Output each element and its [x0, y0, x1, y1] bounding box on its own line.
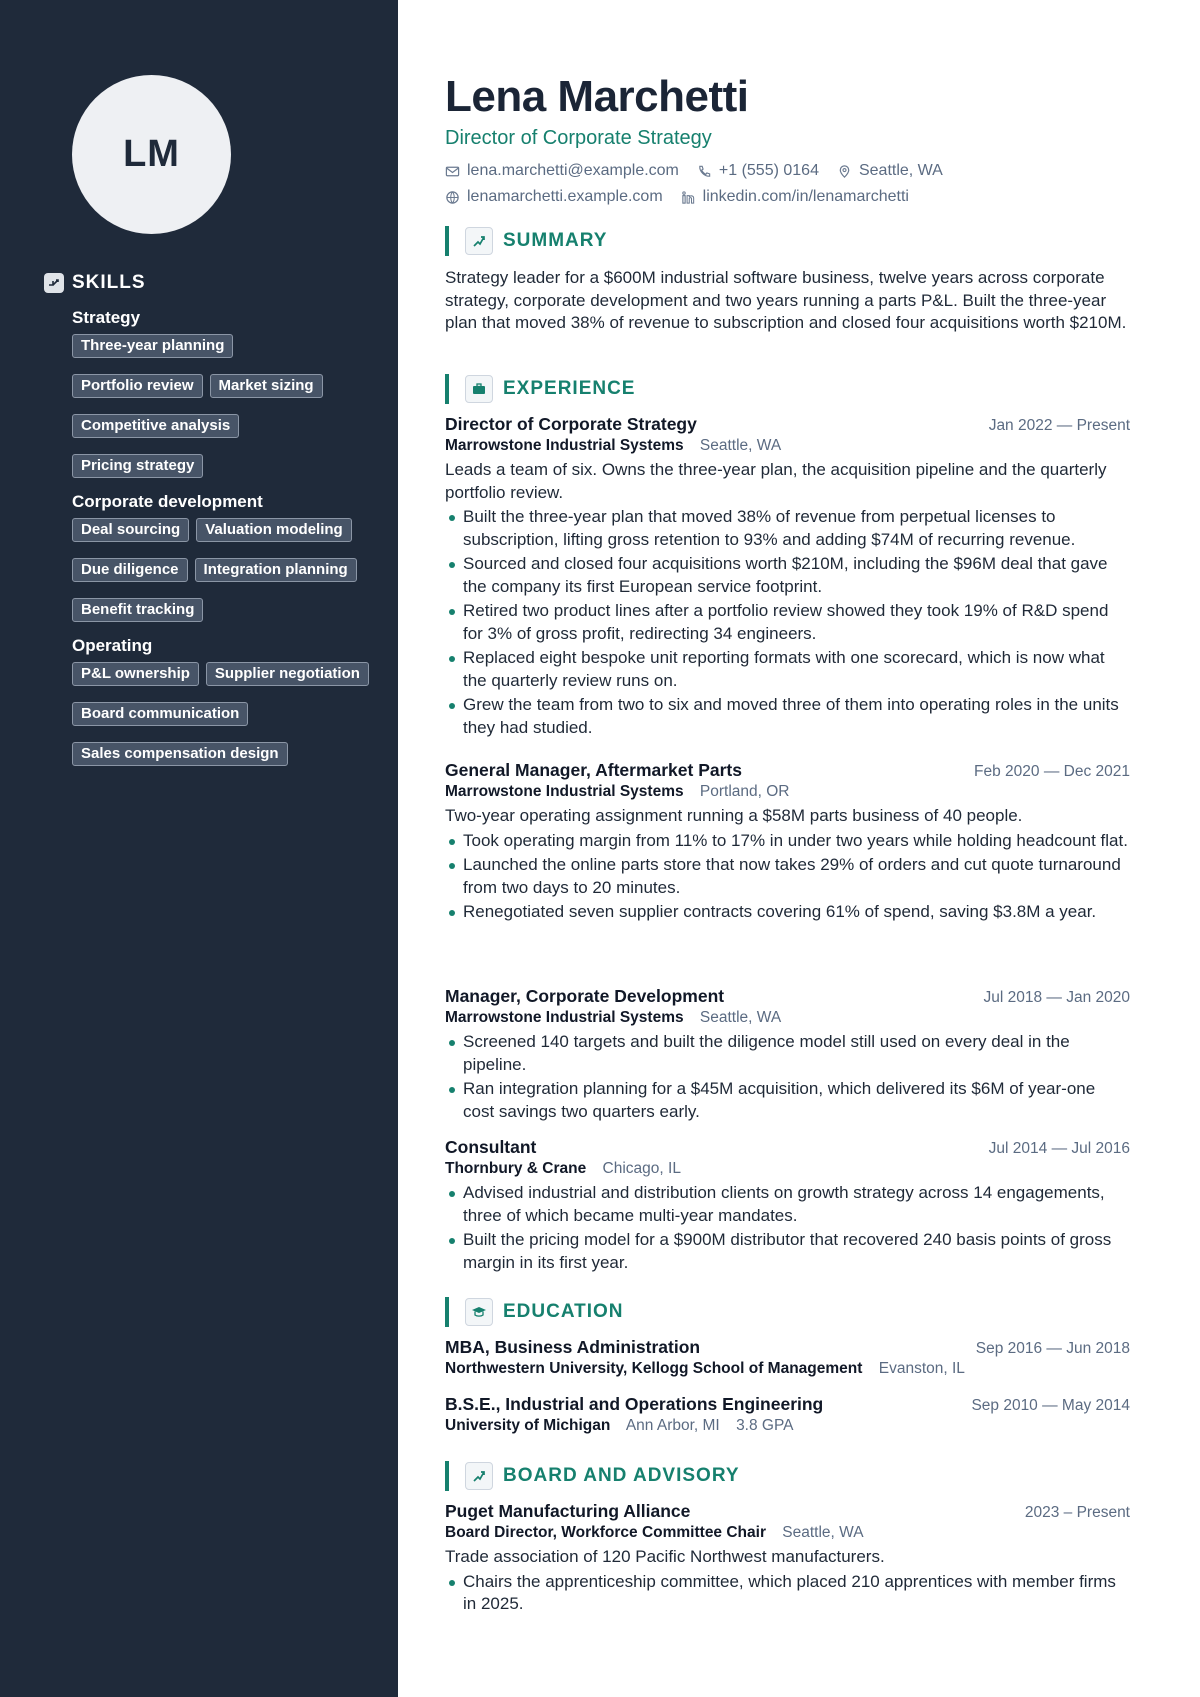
- summary-heading: [445, 226, 607, 256]
- section-accent-bar: [445, 226, 449, 256]
- education-heading: [445, 1297, 624, 1327]
- skills-heading: [44, 272, 146, 294]
- skill-group-title: Operating: [72, 636, 153, 655]
- contact-row-2: [445, 188, 921, 206]
- contact-website[interactable]: [445, 188, 663, 206]
- education-entry: [445, 1394, 1130, 1439]
- phone-text: +1 (555) 0164: [718, 162, 819, 179]
- board-title: BOARD AND ADVISORY: [503, 1465, 740, 1486]
- bullet-item: Grew the team from two to six and moved three of them into operating roles in the units they had studied.: [445, 694, 1130, 739]
- mail-icon: [445, 164, 460, 179]
- degree-title: B.S.E., Industrial and Operations Engineering: [445, 1394, 824, 1414]
- job-entry: [445, 760, 1130, 926]
- skill-tags: [72, 518, 382, 622]
- job-title: General Manager, Aftermarket Parts: [445, 760, 742, 780]
- school-name: Northwestern University, Kellogg School of Management: [445, 1360, 863, 1377]
- summary-block: [445, 267, 1130, 335]
- skill-tag: Integration planning: [195, 558, 357, 582]
- contact-location: [837, 162, 943, 180]
- skill-tag: P&L ownership: [72, 662, 199, 686]
- skills-title: SKILLS: [72, 272, 146, 293]
- website-text: lenamarchetti.example.com: [467, 188, 663, 205]
- skill-tags: [72, 662, 382, 766]
- section-accent-bar: [445, 374, 449, 404]
- skill-groups: [72, 308, 382, 780]
- contact-row-1: [445, 162, 955, 180]
- skill-tag: Valuation modeling: [196, 518, 352, 542]
- board-icon: [465, 1462, 493, 1490]
- experience-title: EXPERIENCE: [503, 378, 636, 399]
- job-date: Feb 2020 — Dec 2021: [974, 763, 1130, 780]
- location-text: Seattle, WA: [858, 162, 943, 179]
- board-date: 2023 – Present: [1024, 1504, 1130, 1521]
- skill-group-title: Corporate development: [72, 492, 263, 511]
- school-location: Evanston, IL: [878, 1360, 965, 1377]
- board-location: Seattle, WA: [782, 1524, 864, 1541]
- bullet-item: Retired two product lines after a portfolio review showed they took 19% of R&D spend for 3% of gross profit, redirecting 34 engineers.: [445, 600, 1130, 645]
- job-location: Chicago, IL: [602, 1160, 681, 1177]
- bullet-item: Launched the online parts store that now takes 29% of orders and cut quote turnaround from two days to 20 minutes.: [445, 854, 1130, 899]
- email-text: lena.marchetti@example.com: [467, 162, 679, 179]
- skill-group: [72, 636, 382, 766]
- job-location: Seattle, WA: [699, 1009, 782, 1026]
- job-date: Jul 2014 — Jul 2016: [988, 1140, 1130, 1157]
- education-date: Sep 2010 — May 2014: [971, 1397, 1130, 1414]
- skill-tag: Three-year planning: [72, 334, 233, 358]
- skill-group: [72, 308, 382, 478]
- job-title: Manager, Corporate Development: [445, 986, 725, 1006]
- job-date: Jul 2018 — Jan 2020: [983, 989, 1130, 1006]
- job-location: Seattle, WA: [699, 437, 782, 454]
- candidate-role: Director of Corporate Strategy: [445, 127, 712, 149]
- skill-tag: Benefit tracking: [72, 598, 203, 622]
- job-org: Marrowstone Industrial Systems: [445, 437, 684, 454]
- job-description: Two-year operating assignment running a $58M parts business of 40 people.: [445, 806, 1023, 825]
- sidebar: [0, 0, 398, 1697]
- board-entry: [445, 1501, 1130, 1618]
- linkedin-icon: [681, 190, 696, 205]
- bullet-item: Screened 140 targets and built the diligence model still used on every deal in the pipeline.: [445, 1031, 1130, 1076]
- job-org: Thornbury & Crane: [445, 1160, 587, 1177]
- skill-tag: Board communication: [72, 702, 248, 726]
- job-bullets: [445, 1031, 1130, 1123]
- bullet-item: Built the pricing model for a $900M distributor that recovered 240 basis points of gross margin in its first year.: [445, 1229, 1130, 1274]
- avatar-initials: LM: [123, 133, 180, 175]
- briefcase-icon: [465, 375, 493, 403]
- job-date: Jan 2022 — Present: [988, 417, 1130, 434]
- graduation-cap-icon: [465, 1298, 493, 1326]
- skill-tag: Market sizing: [210, 374, 323, 398]
- linkedin-text: linkedin.com/in/lenamarchetti: [702, 188, 909, 205]
- skills-icon: [44, 273, 64, 293]
- job-org: Marrowstone Industrial Systems: [445, 1009, 684, 1026]
- school-name: University of Michigan: [445, 1417, 611, 1434]
- job-location: Portland, OR: [699, 783, 790, 800]
- board-bullets: [445, 1571, 1130, 1616]
- contact-phone[interactable]: [697, 162, 819, 180]
- job-title: Consultant: [445, 1137, 537, 1157]
- board-heading: [445, 1461, 740, 1491]
- location-pin-icon: [837, 164, 852, 179]
- section-accent-bar: [445, 1461, 449, 1491]
- board-role: Board Director, Workforce Committee Chair: [445, 1524, 766, 1541]
- bullet-item: Took operating margin from 11% to 17% in under two years while holding headcount flat.: [445, 830, 1130, 853]
- school-location: Ann Arbor, MI: [625, 1417, 720, 1434]
- bullet-item: Sourced and closed four acquisitions worth $210M, including the $96M deal that gave the company its first European service footprint.: [445, 553, 1130, 598]
- skill-tag: Portfolio review: [72, 374, 203, 398]
- experience-heading: [445, 374, 635, 404]
- board-description: Trade association of 120 Pacific Northwest manufacturers.: [445, 1547, 885, 1566]
- job-entry: [445, 1137, 1130, 1276]
- job-bullets: [445, 830, 1130, 924]
- skill-tag: Supplier negotiation: [206, 662, 369, 686]
- bullet-item: Built the three-year plan that moved 38% of revenue from perpetual licenses to subscription, lifting gross retention to 93% and adding $74M of recurring revenue.: [445, 506, 1130, 551]
- contact-linkedin[interactable]: [681, 188, 909, 206]
- board-org-name: Puget Manufacturing Alliance: [445, 1501, 691, 1521]
- skill-tag: Sales compensation design: [72, 742, 288, 766]
- skill-tag: Competitive analysis: [72, 414, 239, 438]
- bullet-item: Advised industrial and distribution clients on growth strategy across 14 engagements, three of which became multi-year mandates.: [445, 1182, 1130, 1227]
- job-bullets: [445, 1182, 1130, 1274]
- bullet-item: Renegotiated seven supplier contracts covering 61% of spend, saving $3.8M a year.: [445, 901, 1130, 924]
- skill-tag: Due diligence: [72, 558, 188, 582]
- bullet-item: Replaced eight bespoke unit reporting formats with one scorecard, which is now what the quarterly review runs on.: [445, 647, 1130, 692]
- candidate-name: Lena Marchetti: [445, 72, 749, 121]
- education-title: EDUCATION: [503, 1301, 624, 1322]
- job-entry: [445, 414, 1130, 741]
- gpa: 3.8 GPA: [736, 1417, 794, 1434]
- skill-group: [72, 492, 382, 622]
- job-entry: [445, 986, 1130, 1125]
- job-title: Director of Corporate Strategy: [445, 414, 697, 434]
- education-entry: [445, 1337, 1130, 1382]
- phone-icon: [697, 164, 712, 179]
- avatar: [72, 75, 231, 234]
- bullet-item: Chairs the apprenticeship committee, which placed 210 apprentices with member firms in 2025.: [445, 1571, 1130, 1616]
- skill-tag: Pricing strategy: [72, 454, 203, 478]
- job-bullets: [445, 506, 1130, 739]
- summary-title: SUMMARY: [503, 230, 608, 251]
- skill-tags: [72, 334, 382, 478]
- summary-icon: [465, 227, 493, 255]
- skill-tag: Deal sourcing: [72, 518, 189, 542]
- summary-text: Strategy leader for a $600M industrial software business, twelve years across corporate strategy, corporate development and two years running a parts P&L. Built the three-year plan that moved 38% of revenue to subscription and closed four acquisitions worth $210M.: [445, 268, 1127, 332]
- section-accent-bar: [445, 1297, 449, 1327]
- job-org: Marrowstone Industrial Systems: [445, 783, 684, 800]
- education-date: Sep 2016 — Jun 2018: [975, 1340, 1130, 1357]
- degree-title: MBA, Business Administration: [445, 1337, 701, 1357]
- bullet-item: Ran integration planning for a $45M acquisition, which delivered its $6M of year-one cost savings two quarters early.: [445, 1078, 1130, 1123]
- contact-email[interactable]: [445, 162, 679, 180]
- job-description: Leads a team of six. Owns the three-year plan, the acquisition pipeline and the quarterly portfolio review.: [445, 460, 1107, 502]
- skill-group-title: Strategy: [72, 308, 141, 327]
- globe-icon: [445, 190, 460, 205]
